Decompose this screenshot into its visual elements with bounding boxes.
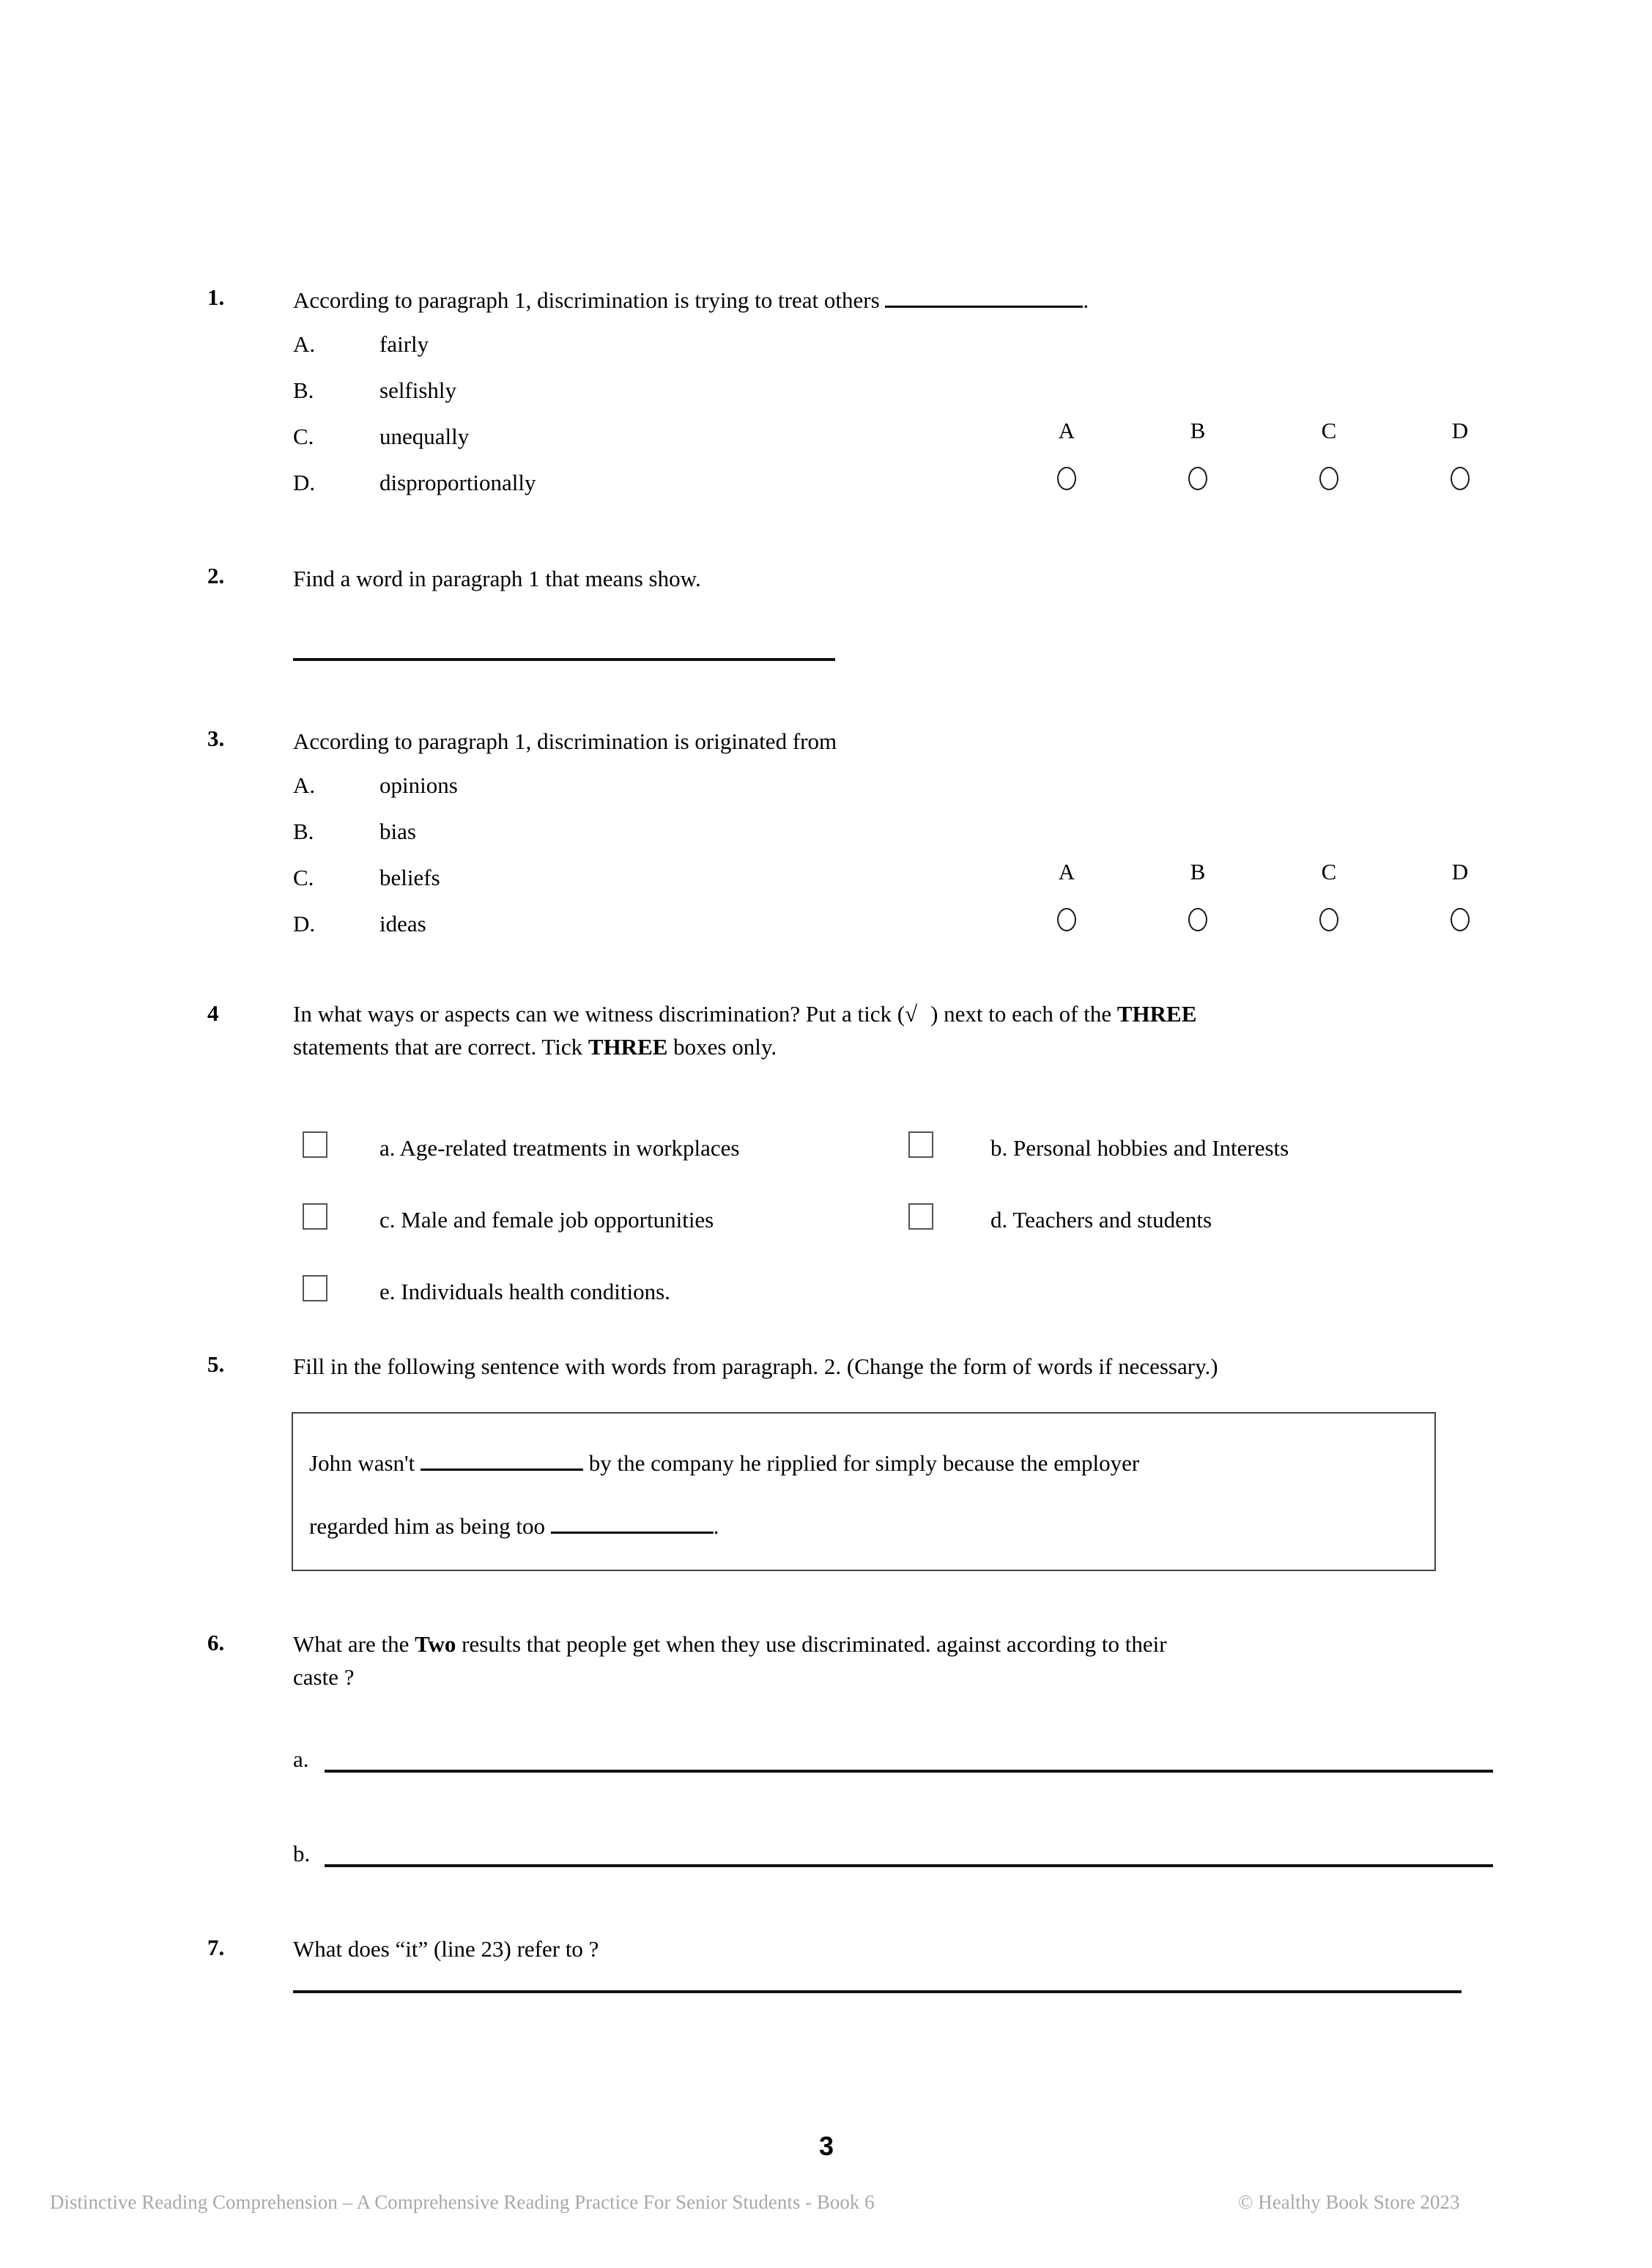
footer-book-title: Distinctive Reading Comprehension – A Comprehensive Reading Practice For Senior Students - Book 6 [50,2191,875,2213]
question-3-option-c-letter: C. [293,865,314,890]
question-3-bubble-b[interactable] [1188,908,1207,931]
question-1-bubble-header-b: B [1190,418,1206,443]
question-3-number: 3. [207,725,225,751]
question-4-checkbox-d[interactable] [908,1203,933,1230]
question-1-option-d-letter: D. [293,470,316,495]
question-6-number: 6. [207,1630,225,1655]
question-5-line2-prefix: regarded him as being too [309,1513,551,1539]
question-4-checkbox-d-label[interactable]: d. Teachers and students [990,1207,1212,1233]
question-4-checkbox-c-label[interactable]: c. Male and female job opportunities [379,1207,714,1233]
question-1-option-c-letter: C. [293,424,314,449]
question-6-text [293,1628,1465,1694]
question-3-bubble-header-b: B [1190,859,1206,884]
question-1-option-a-text[interactable]: fairly [379,331,429,357]
question-1-bubble-b[interactable] [1188,467,1207,490]
question-1-option-c-text[interactable]: unequally [379,424,470,449]
question-1-option-b-letter: B. [293,377,314,403]
question-6-two-emphasis: Two [415,1631,456,1657]
question-5-text: Fill in the following sentence with words from paragraph. 2. (Change the form of words if necessary.) [293,1353,1218,1379]
question-3-bubble-a[interactable] [1057,908,1076,931]
question-2-text: Find a word in paragraph 1 that means show. [293,566,701,591]
question-3-option-a-letter: A. [293,772,316,798]
question-1-stem: According to paragraph 1, discrimination is trying to treat others [293,287,886,313]
question-5-line2-suffix: . [713,1513,719,1539]
question-4-checkbox-c[interactable] [303,1203,327,1230]
question-4-stem-part2: ) next to each of the [930,1001,1117,1027]
question-5-line1-prefix: John wasn't [309,1450,421,1476]
question-2-answer-line[interactable] [293,658,835,661]
question-4-three-emphasis-1: THREE [1116,1001,1197,1027]
question-1-bubble-a[interactable] [1057,467,1076,490]
question-6-stem-part2: results that people get when they use discriminated. against according to their [456,1631,1167,1657]
question-4-checkbox-a-label[interactable]: a. Age-related treatments in workplaces [379,1135,740,1161]
page-number: 3 [818,2131,834,2161]
question-5-answer-box [292,1412,1436,1571]
question-4-checkbox-e-label[interactable]: e. Individuals health conditions. [379,1279,670,1304]
question-4-stem-part1: In what ways or aspects can we witness discrimination? Put a tick ( [293,1001,905,1027]
question-6-answer-b-label: b. [293,1841,311,1866]
question-6-stem-part1: What are the [293,1631,415,1657]
question-3-text: According to paragraph 1, discrimination is originated from [293,728,837,754]
question-3-bubble-d[interactable] [1451,908,1470,931]
question-3-bubble-header-a: A [1058,859,1075,884]
question-3-bubble-c[interactable] [1319,908,1338,931]
question-7-answer-line[interactable] [293,1990,1462,1993]
question-1-bubble-header-c: C [1321,418,1337,443]
question-4-text [293,998,1484,1064]
question-1-option-a-letter: A. [293,331,316,357]
question-4-three-emphasis-2: THREE [588,1033,668,1060]
question-3-option-b-text[interactable]: bias [379,819,416,844]
question-3-option-d-letter: D. [293,911,316,937]
question-6-answer-line-a[interactable] [325,1770,1493,1773]
question-1-bubble-header-a: A [1058,418,1075,443]
question-5-box-line-1 [309,1452,1139,1474]
question-5-line1-suffix: by the company he ripplied for simply because the employer [582,1450,1140,1476]
question-3-option-b-letter: B. [293,819,314,844]
question-2-number: 2. [207,563,225,588]
question-1-blank[interactable] [885,306,1083,308]
question-4-checkbox-b[interactable] [908,1131,933,1158]
question-3-option-a-text[interactable]: opinions [379,772,458,798]
question-1-text [293,284,1436,317]
question-6-stem-line2: caste ? [293,1663,355,1690]
question-1-bubble-d[interactable] [1451,467,1470,490]
question-4-checkbox-a[interactable] [303,1131,327,1158]
question-1-bubble-header-d: D [1451,418,1469,443]
question-3-option-d-text[interactable]: ideas [379,911,426,937]
footer-copyright: © Healthy Book Store 2023 [1238,2191,1460,2213]
question-5-blank-2[interactable] [551,1532,714,1534]
question-5-blank-1[interactable] [421,1469,583,1471]
question-4-checkbox-b-label[interactable]: b. Personal hobbies and Interests [990,1135,1289,1161]
tick-glyph-icon: √ [905,1001,918,1027]
question-5-box-line-2 [309,1515,719,1537]
question-7-text: What does “it” (line 23) refer to ? [293,1936,599,1962]
question-3-bubble-header-d: D [1451,859,1469,884]
question-4-stem-part3: statements that are correct. Tick [293,1033,588,1060]
question-4-checkbox-e[interactable] [303,1275,327,1301]
question-4-number: 4 [207,1000,219,1026]
question-1-stem-end: . [1083,287,1089,313]
question-6-answer-line-b[interactable] [325,1864,1493,1867]
question-1-bubble-c[interactable] [1319,467,1338,490]
question-1-number: 1. [207,284,225,310]
question-4-stem-part4: boxes only. [667,1033,777,1060]
question-7-number: 7. [207,1935,225,1960]
question-3-bubble-header-c: C [1321,859,1337,884]
question-1-option-b-text[interactable]: selfishly [379,377,457,403]
question-3-option-c-text[interactable]: beliefs [379,865,440,890]
question-5-number: 5. [207,1351,225,1377]
question-1-option-d-text[interactable]: disproportionally [379,470,536,495]
question-6-answer-a-label: a. [293,1746,309,1772]
